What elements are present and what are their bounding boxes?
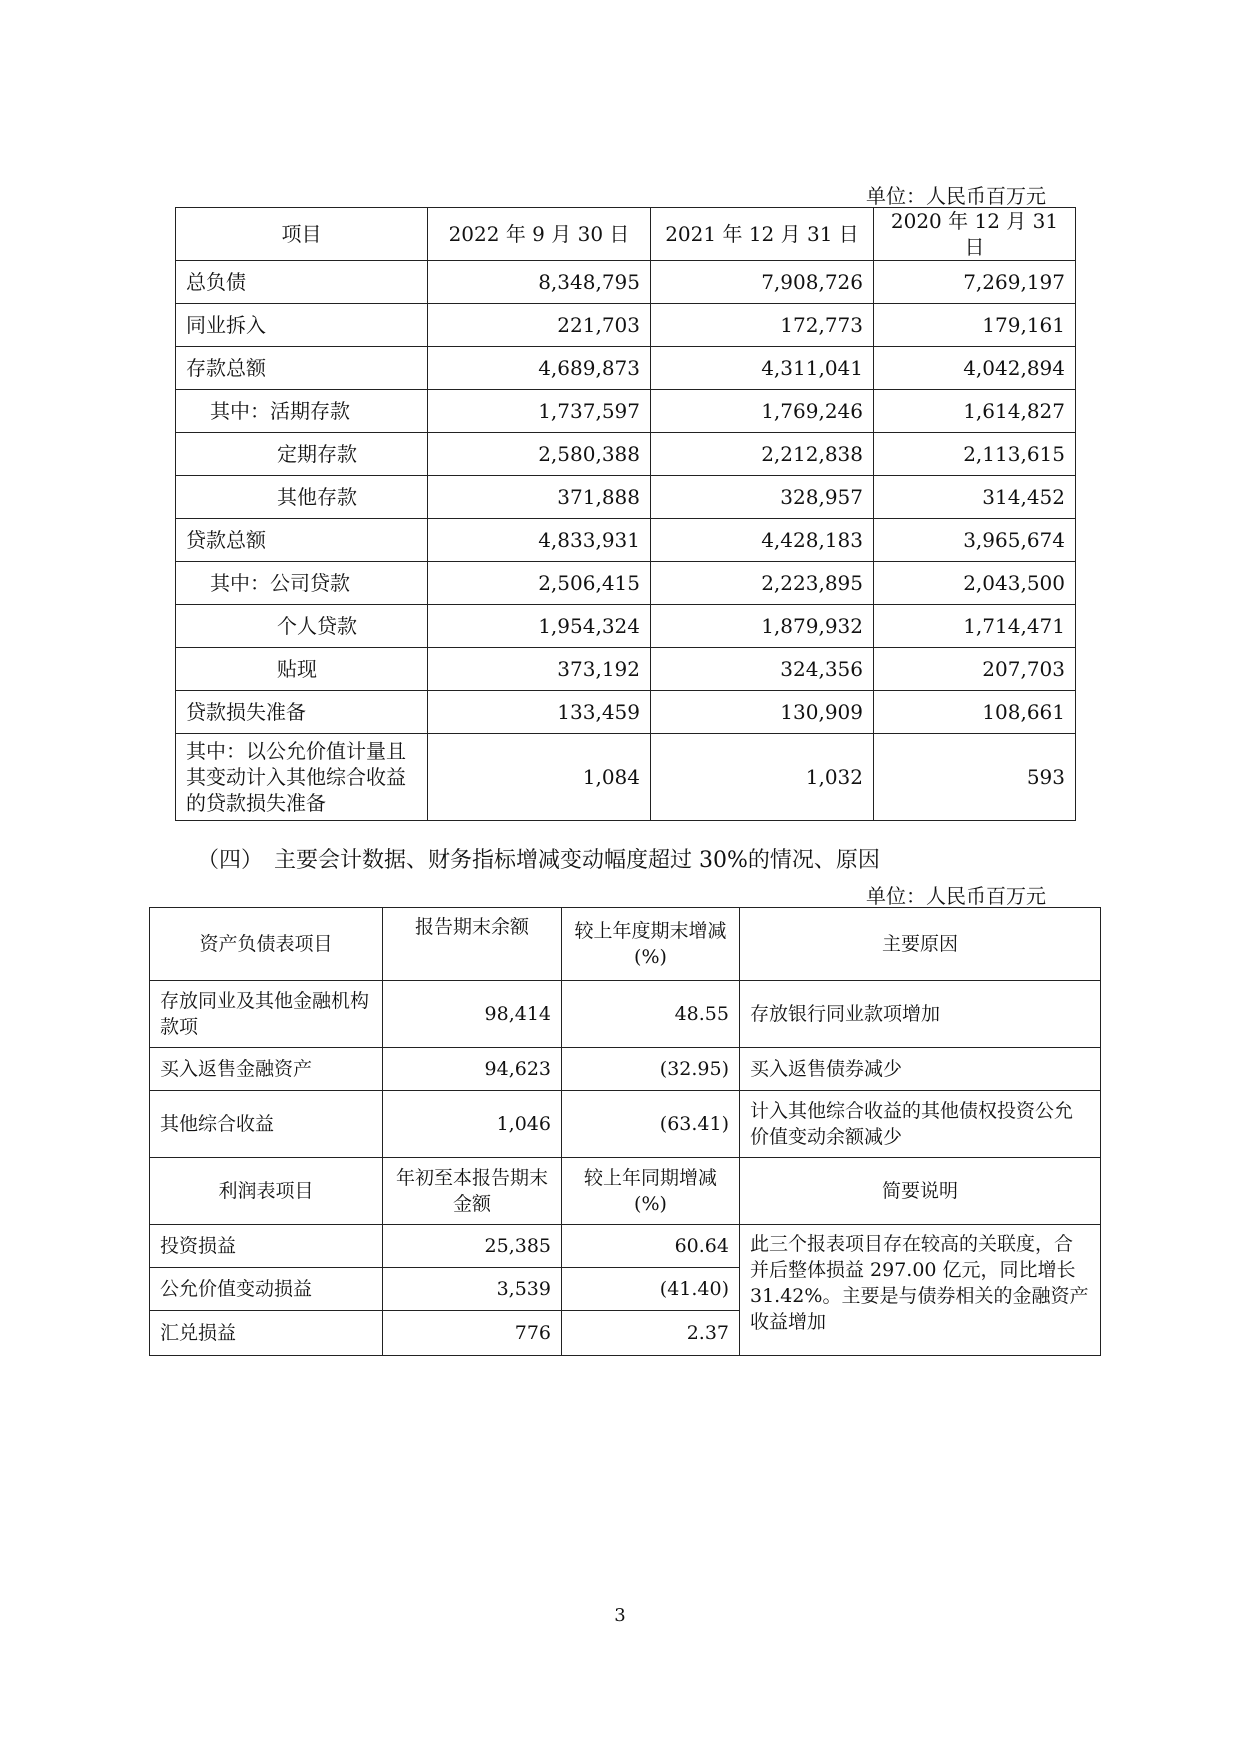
table1-unit: 单位：人民币百万元 [866,184,1046,208]
row-label: 其中：活期存款 [176,390,428,433]
cell-value: 2,506,415 [428,562,651,605]
table-row [176,304,1076,347]
table2-unit: 单位：人民币百万元 [866,884,1046,908]
row-label: 总负债 [176,261,428,304]
cell-value: 1,954,324 [428,605,651,648]
table-row [176,562,1076,605]
cell-value: 172,773 [651,304,874,347]
column-header: 简要说明 [740,1158,1101,1225]
cell-value: 1,084 [428,734,651,821]
cell-value: 1,032 [651,734,874,821]
cell-value: 328,957 [651,476,874,519]
column-header: 较上年度期末增减(%) [562,908,740,981]
table-row [176,691,1076,734]
cell-reason: 存放银行同业款项增加 [740,981,1101,1048]
row-label: 贷款总额 [176,519,428,562]
column-header: 报告期末余额 [383,908,562,981]
table-row [176,648,1076,691]
row-label: 个人贷款 [176,605,428,648]
table-header-row [150,1158,1101,1225]
cell-value: 776 [383,1311,562,1356]
row-label: 投资损益 [150,1225,383,1268]
table-header-row [176,208,1076,261]
cell-value: 1,879,932 [651,605,874,648]
cell-value: 221,703 [428,304,651,347]
cell-value: 1,737,597 [428,390,651,433]
row-label: 贷款损失准备 [176,691,428,734]
cell-value: 4,689,873 [428,347,651,390]
table-row [150,981,1101,1048]
cell-value: 1,714,471 [874,605,1076,648]
table-row [176,347,1076,390]
cell-note: 此三个报表项目存在较高的关联度，合并后整体损益 297.00 亿元，同比增长 31.42%。主要是与债券相关的金融资产收益增加 [740,1225,1101,1356]
cell-value: 3,539 [383,1268,562,1311]
cell-value: 2.37 [562,1311,740,1356]
change-analysis-table [149,907,1101,1356]
cell-value: 94,623 [383,1048,562,1091]
cell-value: (63.41) [562,1091,740,1158]
cell-value: 1,769,246 [651,390,874,433]
cell-reason: 计入其他综合收益的其他债权投资公允价值变动余额减少 [740,1091,1101,1158]
cell-value: 207,703 [874,648,1076,691]
table-row [176,390,1076,433]
cell-value: 2,113,615 [874,433,1076,476]
cell-value: 4,042,894 [874,347,1076,390]
table-row [176,734,1076,821]
cell-value: 8,348,795 [428,261,651,304]
cell-value: 2,212,838 [651,433,874,476]
column-header: 2022 年 9 月 30 日 [428,208,651,261]
row-label: 贴现 [176,648,428,691]
row-label: 买入返售金融资产 [150,1048,383,1091]
table-header-row [150,908,1101,981]
cell-value: 48.55 [562,981,740,1048]
section-heading: （四） 主要会计数据、财务指标增减变动幅度超过 30%的情况、原因 [197,848,880,873]
row-label: 公允价值变动损益 [150,1268,383,1311]
column-header: 资产负债表项目 [150,908,383,981]
cell-value: 1,614,827 [874,390,1076,433]
page-number: 3 [614,1605,626,1626]
cell-value: 4,428,183 [651,519,874,562]
cell-value: 7,908,726 [651,261,874,304]
cell-value: 371,888 [428,476,651,519]
balance-data-table [175,207,1076,821]
table-row [176,476,1076,519]
cell-value: 593 [874,734,1076,821]
cell-value: 7,269,197 [874,261,1076,304]
column-header: 主要原因 [740,908,1101,981]
table-row [176,605,1076,648]
column-header: 利润表项目 [150,1158,383,1225]
cell-value: 98,414 [383,981,562,1048]
cell-value: 1,046 [383,1091,562,1158]
cell-reason: 买入返售债券减少 [740,1048,1101,1091]
row-label: 定期存款 [176,433,428,476]
row-label: 其他综合收益 [150,1091,383,1158]
table-row [176,433,1076,476]
cell-value: 25,385 [383,1225,562,1268]
row-label: 存放同业及其他金融机构款项 [150,981,383,1048]
cell-value: 324,356 [651,648,874,691]
row-label: 存款总额 [176,347,428,390]
row-label: 其他存款 [176,476,428,519]
cell-value: 314,452 [874,476,1076,519]
table-row [176,519,1076,562]
cell-value: 179,161 [874,304,1076,347]
column-header: 2021 年 12 月 31 日 [651,208,874,261]
column-header: 2020 年 12 月 31 日 [874,208,1076,261]
cell-value: 4,833,931 [428,519,651,562]
row-label: 汇兑损益 [150,1311,383,1356]
cell-value: 373,192 [428,648,651,691]
table-row [150,1091,1101,1158]
table-row [176,261,1076,304]
cell-value: 60.64 [562,1225,740,1268]
cell-value: 130,909 [651,691,874,734]
cell-value: (41.40) [562,1268,740,1311]
cell-value: 3,965,674 [874,519,1076,562]
table-row [150,1225,1101,1268]
column-header: 较上年同期增减(%) [562,1158,740,1225]
cell-value: 2,580,388 [428,433,651,476]
cell-value: 4,311,041 [651,347,874,390]
column-header: 年初至本报告期末金额 [383,1158,562,1225]
row-label: 同业拆入 [176,304,428,347]
table-row [150,1048,1101,1091]
cell-value: 2,043,500 [874,562,1076,605]
row-label: 其中：以公允价值计量且其变动计入其他综合收益的贷款损失准备 [176,734,428,821]
cell-value: 108,661 [874,691,1076,734]
cell-value: (32.95) [562,1048,740,1091]
column-header: 项目 [176,208,428,261]
cell-value: 133,459 [428,691,651,734]
row-label: 其中：公司贷款 [176,562,428,605]
cell-value: 2,223,895 [651,562,874,605]
